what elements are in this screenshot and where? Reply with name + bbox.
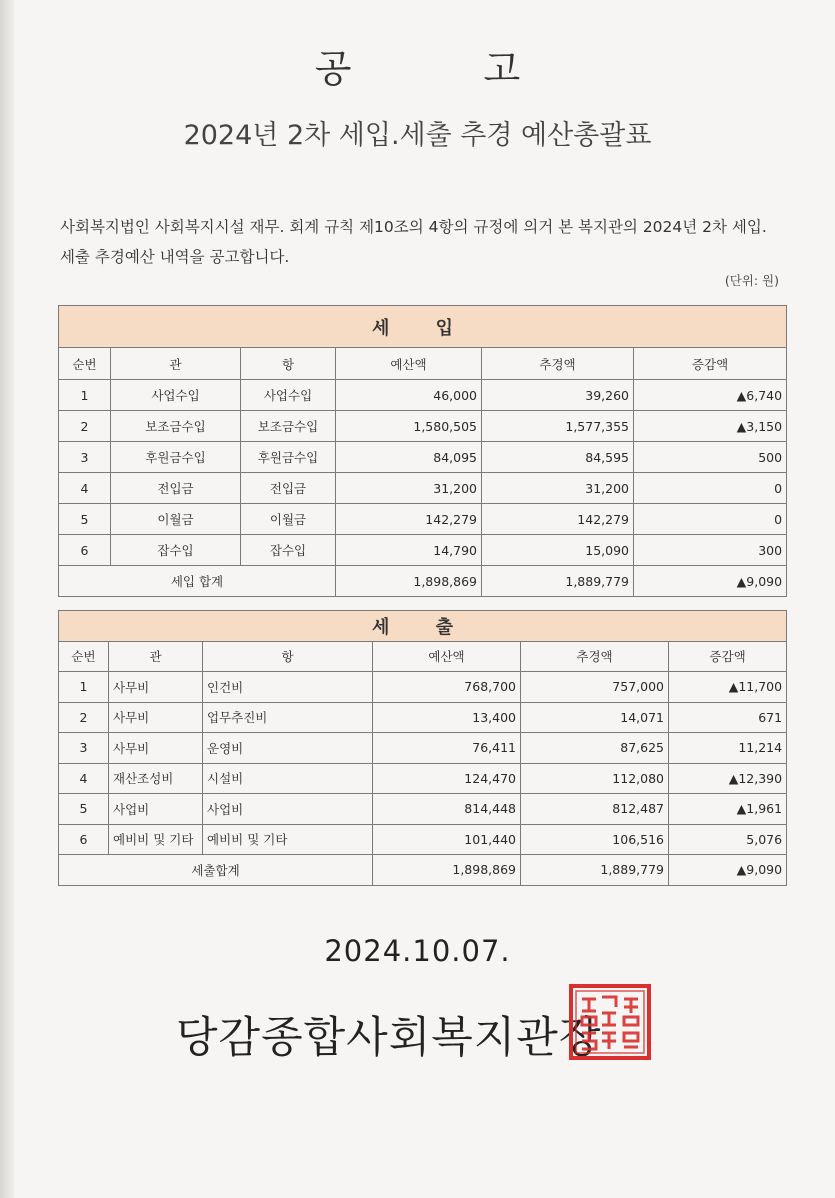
row-budget: 31,200 bbox=[336, 473, 482, 504]
row-budget: 76,411 bbox=[373, 733, 521, 764]
col-header-budget: 예산액 bbox=[373, 641, 521, 672]
row-revised: 142,279 bbox=[482, 504, 634, 535]
income-row bbox=[59, 411, 787, 442]
row-number: 4 bbox=[59, 763, 109, 794]
row-budget: 101,440 bbox=[373, 824, 521, 855]
expense-row bbox=[59, 672, 787, 703]
col-header-diff: 증감액 bbox=[634, 348, 787, 380]
row-revised: 112,080 bbox=[521, 763, 669, 794]
row-number: 5 bbox=[59, 794, 109, 825]
row-diff: 0 bbox=[634, 504, 787, 535]
row-revised: 812,487 bbox=[521, 794, 669, 825]
income-total-diff: ▲9,090 bbox=[634, 566, 787, 597]
income-total-label: 세입 합계 bbox=[59, 566, 336, 597]
row-gwan: 잡수입 bbox=[111, 535, 241, 566]
expense-row bbox=[59, 763, 787, 794]
row-number: 5 bbox=[59, 504, 111, 535]
row-gwan: 재산조성비 bbox=[109, 763, 203, 794]
row-budget: 814,448 bbox=[373, 794, 521, 825]
row-revised: 1,577,355 bbox=[482, 411, 634, 442]
col-header-gwan: 관 bbox=[111, 348, 241, 380]
row-number: 6 bbox=[59, 824, 109, 855]
income-total-row bbox=[59, 566, 787, 597]
row-budget: 13,400 bbox=[373, 702, 521, 733]
notice-subtitle: 2024년 2차 세입.세출 추경 예산총괄표 bbox=[183, 120, 652, 151]
row-budget: 142,279 bbox=[336, 504, 482, 535]
expense-row bbox=[59, 824, 787, 855]
page-edge bbox=[0, 0, 14, 1198]
col-header-revised: 추경액 bbox=[482, 348, 634, 380]
row-number: 3 bbox=[59, 733, 109, 764]
intro-paragraph: 사회복지법인 사회복지시설 재무. 회계 규칙 제10조의 4항의 규정에 의거 본 복지관의 2024년 2차 세입.세출 추경예산 내역을 공고합니다. bbox=[60, 218, 767, 266]
row-number: 1 bbox=[59, 380, 111, 411]
row-revised: 757,000 bbox=[521, 672, 669, 703]
col-header-diff: 증감액 bbox=[669, 641, 787, 672]
unit-label: (단위: 원) bbox=[724, 273, 779, 288]
income-row bbox=[59, 535, 787, 566]
official-seal-stamp bbox=[568, 983, 652, 1061]
expense-row bbox=[59, 794, 787, 825]
income-header-row bbox=[59, 348, 787, 380]
row-budget: 14,790 bbox=[336, 535, 482, 566]
row-diff: 11,214 bbox=[669, 733, 787, 764]
income-table bbox=[58, 305, 787, 597]
col-header-no: 순번 bbox=[59, 348, 111, 380]
row-diff: ▲12,390 bbox=[669, 763, 787, 794]
row-revised: 39,260 bbox=[482, 380, 634, 411]
col-header-budget: 예산액 bbox=[336, 348, 482, 380]
income-row bbox=[59, 442, 787, 473]
row-number: 2 bbox=[59, 411, 111, 442]
row-hang: 사업수입 bbox=[241, 380, 336, 411]
row-revised: 87,625 bbox=[521, 733, 669, 764]
expense-table bbox=[58, 610, 787, 886]
row-number: 1 bbox=[59, 672, 109, 703]
row-hang: 후원금수입 bbox=[241, 442, 336, 473]
row-revised: 15,090 bbox=[482, 535, 634, 566]
row-gwan: 사무비 bbox=[109, 672, 203, 703]
notice-date: 2024.10.07. bbox=[324, 934, 511, 968]
row-diff: ▲1,961 bbox=[669, 794, 787, 825]
expense-header-row bbox=[59, 641, 787, 672]
row-number: 3 bbox=[59, 442, 111, 473]
row-hang: 인건비 bbox=[203, 672, 373, 703]
col-header-revised: 추경액 bbox=[521, 641, 669, 672]
row-hang: 운영비 bbox=[203, 733, 373, 764]
row-gwan: 사업비 bbox=[109, 794, 203, 825]
row-hang: 예비비 및 기타 bbox=[203, 824, 373, 855]
expense-total-label: 세출합계 bbox=[59, 855, 373, 886]
row-revised: 84,595 bbox=[482, 442, 634, 473]
row-budget: 1,580,505 bbox=[336, 411, 482, 442]
expense-total-revised: 1,889,779 bbox=[521, 855, 669, 886]
row-budget: 46,000 bbox=[336, 380, 482, 411]
row-hang: 전입금 bbox=[241, 473, 336, 504]
expense-total-diff: ▲9,090 bbox=[669, 855, 787, 886]
row-diff: 300 bbox=[634, 535, 787, 566]
row-diff: 500 bbox=[634, 442, 787, 473]
col-header-no: 순번 bbox=[59, 641, 109, 672]
row-hang: 업무추진비 bbox=[203, 702, 373, 733]
expense-row bbox=[59, 702, 787, 733]
row-gwan: 이월금 bbox=[111, 504, 241, 535]
row-revised: 14,071 bbox=[521, 702, 669, 733]
row-hang: 사업비 bbox=[203, 794, 373, 825]
row-revised: 31,200 bbox=[482, 473, 634, 504]
row-diff: 671 bbox=[669, 702, 787, 733]
row-number: 2 bbox=[59, 702, 109, 733]
row-revised: 106,516 bbox=[521, 824, 669, 855]
row-number: 6 bbox=[59, 535, 111, 566]
row-diff: ▲11,700 bbox=[669, 672, 787, 703]
row-gwan: 후원금수입 bbox=[111, 442, 241, 473]
row-budget: 124,470 bbox=[373, 763, 521, 794]
row-hang: 잡수입 bbox=[241, 535, 336, 566]
expense-total-row bbox=[59, 855, 787, 886]
row-diff: ▲3,150 bbox=[634, 411, 787, 442]
expense-row bbox=[59, 733, 787, 764]
row-budget: 768,700 bbox=[373, 672, 521, 703]
row-gwan: 보조금수입 bbox=[111, 411, 241, 442]
row-gwan: 예비비 및 기타 bbox=[109, 824, 203, 855]
income-total-budget: 1,898,869 bbox=[336, 566, 482, 597]
col-header-gwan: 관 bbox=[109, 641, 203, 672]
row-gwan: 사업수입 bbox=[111, 380, 241, 411]
income-row bbox=[59, 380, 787, 411]
row-number: 4 bbox=[59, 473, 111, 504]
signer-name: 당감종합사회복지관장 bbox=[176, 1013, 602, 1063]
col-header-hang: 항 bbox=[241, 348, 336, 380]
row-diff: 0 bbox=[634, 473, 787, 504]
row-hang: 이월금 bbox=[241, 504, 336, 535]
row-gwan: 전입금 bbox=[111, 473, 241, 504]
notice-title: 공 고 bbox=[314, 47, 581, 91]
row-budget: 84,095 bbox=[336, 442, 482, 473]
row-diff: ▲6,740 bbox=[634, 380, 787, 411]
income-section-title: 세 입 bbox=[59, 306, 787, 348]
income-total-revised: 1,889,779 bbox=[482, 566, 634, 597]
row-diff: 5,076 bbox=[669, 824, 787, 855]
row-gwan: 사무비 bbox=[109, 702, 203, 733]
income-row bbox=[59, 473, 787, 504]
row-gwan: 사무비 bbox=[109, 733, 203, 764]
income-row bbox=[59, 504, 787, 535]
expense-total-budget: 1,898,869 bbox=[373, 855, 521, 886]
expense-section-title: 세 출 bbox=[59, 611, 787, 642]
row-hang: 시설비 bbox=[203, 763, 373, 794]
row-hang: 보조금수입 bbox=[241, 411, 336, 442]
col-header-hang: 항 bbox=[203, 641, 373, 672]
